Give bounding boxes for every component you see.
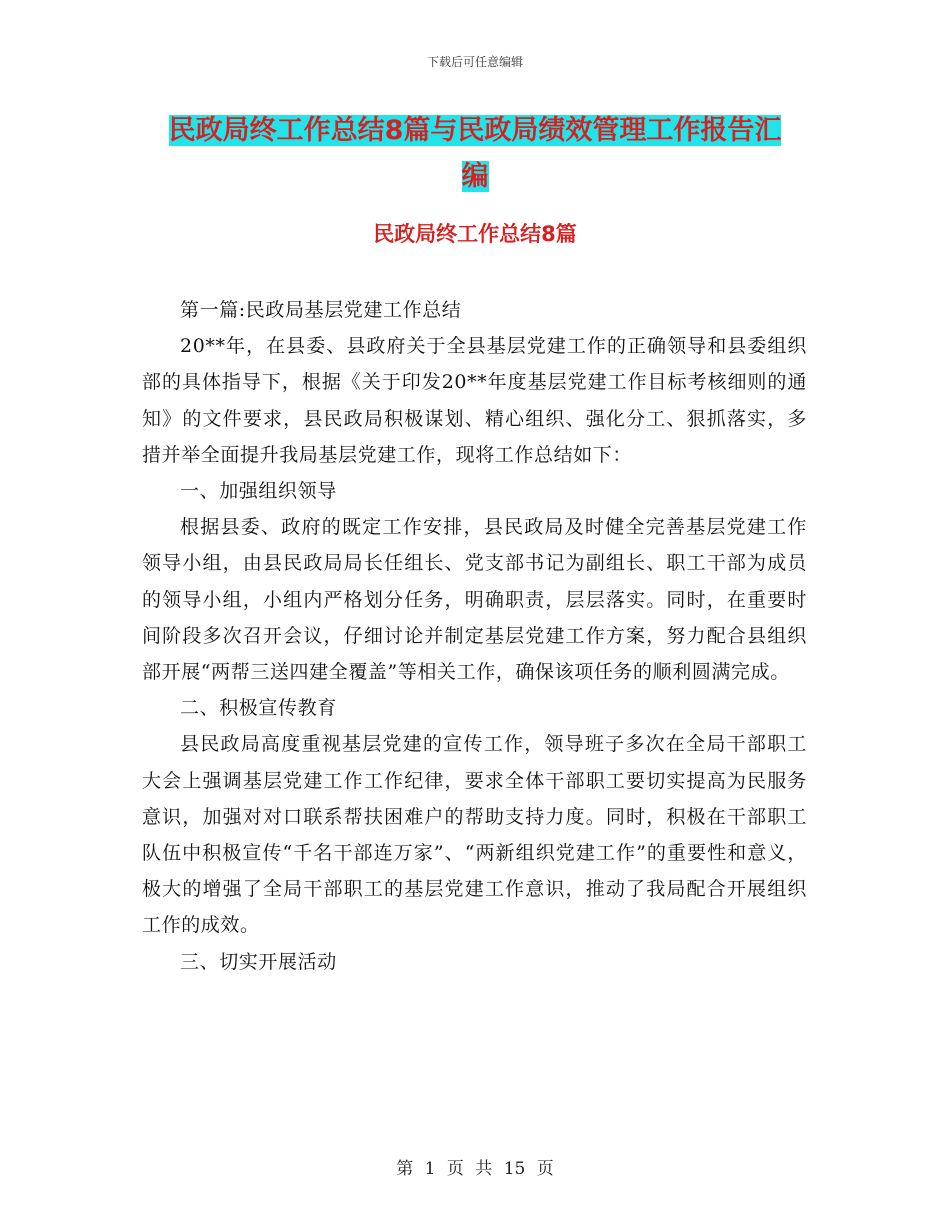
paragraph: 20**年，在县委、县政府关于全县基层党建工作的正确领导和县委组织部的具体指导下，根据《关于印发20**年度基层党建工作目标考核细则的通知》的文件要求，县民政局积极谋划、精心组织、强化分工、狠抓落实，多措并举全面提升我局基层党建工作，现将工作总结如下： — [142, 335, 807, 466]
paragraph: 县民政局高度重视基层党建的宣传工作，领导班子多次在全局干部职工大会上强调基层党建工作工作纪律，要求全体干部职工要切实提高为民服务意识，加强对对口联系帮扶困难户的帮助支持力度。同时，积极在干部职工队伍中积极宣传“千名干部连万家”、“两新组织党建工作”的重要性和意义，极大的增强了全局干部职工的基层党建工作意识，推动了我局配合开展组织工作的成效。 — [142, 733, 807, 937]
paragraph-chapter-heading: 第一篇:民政局基层党建工作总结 — [180, 299, 462, 321]
subheading: 三、切实开展活动 — [180, 950, 337, 973]
document-title-line1: 民政局终工作总结8篇与民政局绩效管理工作报告汇 — [168, 115, 782, 146]
body-text — [142, 292, 807, 980]
document-title-line2: 编 — [461, 161, 489, 192]
subheading: 一、加强组织领导 — [180, 480, 337, 503]
subheading: 二、积极宣传教育 — [180, 697, 337, 720]
document-title — [140, 108, 810, 200]
paragraph: 根据县委、政府的既定工作安排，县民政局及时健全完善基层党建工作领导小组，由县民政局局长任组长、党支部书记为副组长、职工干部为成员的领导小组，小组内严格划分任务，明确职责，层层落实。同时，在重要时间阶段多次召开会议，仔细讨论并制定基层党建工作方案，努力配合县组织部开展“两帮三送四建全覆盖”等相关工作，确保该项任务的顺利圆满完成。 — [142, 516, 807, 684]
section-title: 民政局终工作总结8篇 — [373, 222, 577, 246]
header-note: 下载后可任意编辑 — [426, 55, 523, 69]
page-footer: 第 1 页 共 15 页 — [396, 1159, 554, 1179]
